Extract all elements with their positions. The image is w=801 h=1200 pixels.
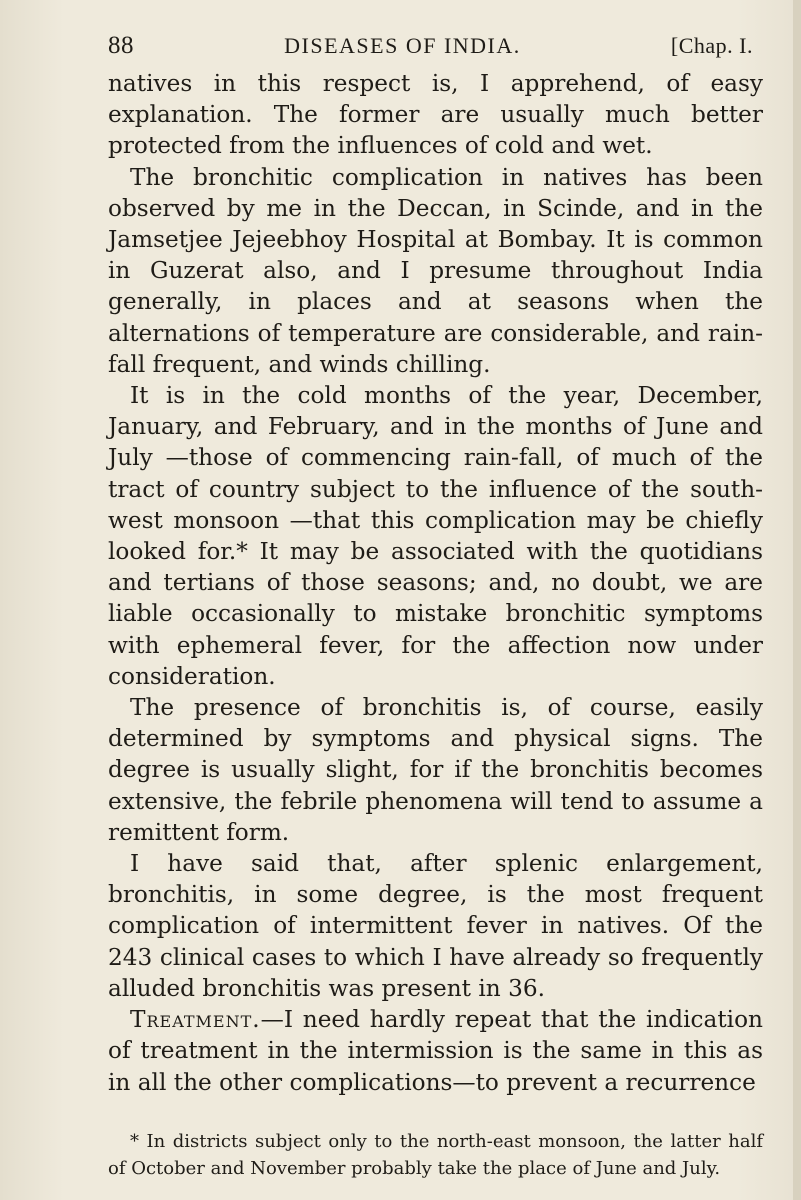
treatment-text: —I need hardly repeat that the indication of treatment in the intermission is the same in this as in all the other complications—to prevent a recurrence: [108, 1006, 763, 1096]
chapter-mark: [Chap. I.: [670, 33, 753, 58]
running-title: DISEASES OF INDIA.: [284, 33, 521, 58]
running-head: [108, 32, 753, 60]
body-text: [108, 68, 763, 1098]
paragraph-2: The bronchitic complication in natives has been observed by me in the Deccan, in Scinde, and in the Jamsetjee Jejeebhoy Hospital at Bombay. It is common in Guzerat also, and I presume throughout India generally, in places and at seasons when the alternations of temperature are considerable, and rain-fall frequent, and winds chilling.: [108, 163, 763, 378]
paragraph-5: I have said that, after splenic enlargement, bronchitis, in some degree, is the most frequent complication of intermittent fever in natives. Of the 243 clinical cases to which I have already so frequently alluded bronchitis was present in 36.: [108, 850, 763, 1002]
page-number: 88: [108, 32, 134, 59]
treatment-paragraph: [108, 1004, 763, 1098]
paragraph-4: The presence of bronchitis is, of course, easily determined by symptoms and physical signs. The degree is usually slight, for if the bronchitis becomes extensive, the febrile phenomena will tend to assume a remittent form.: [108, 694, 763, 846]
treatment-heading: Treatment.: [130, 1006, 261, 1034]
paragraph-1: natives in this respect is, I apprehend, of easy explanation. The former are usually much better protected from the influences of cold and wet.: [108, 70, 763, 160]
footnote: * In districts subject only to the north-east monsoon, the latter half of October and November probably take the place of June and July.: [108, 1131, 763, 1179]
page-edge: [793, 0, 801, 1200]
paragraph-3: It is in the cold months of the year, December, January, and February, and in the months of June and July —those of commencing rain-fall, of much of the tract of country subject to the influence of the south-west monsoon —that this complication may be chiefly looked for.* It may be associated with the quotidians and tertians of those seasons; and, no doubt, we are liable occasionally to mistake bronchitic symptoms with ephemeral fever, for the affection now under consideration.: [108, 382, 763, 690]
